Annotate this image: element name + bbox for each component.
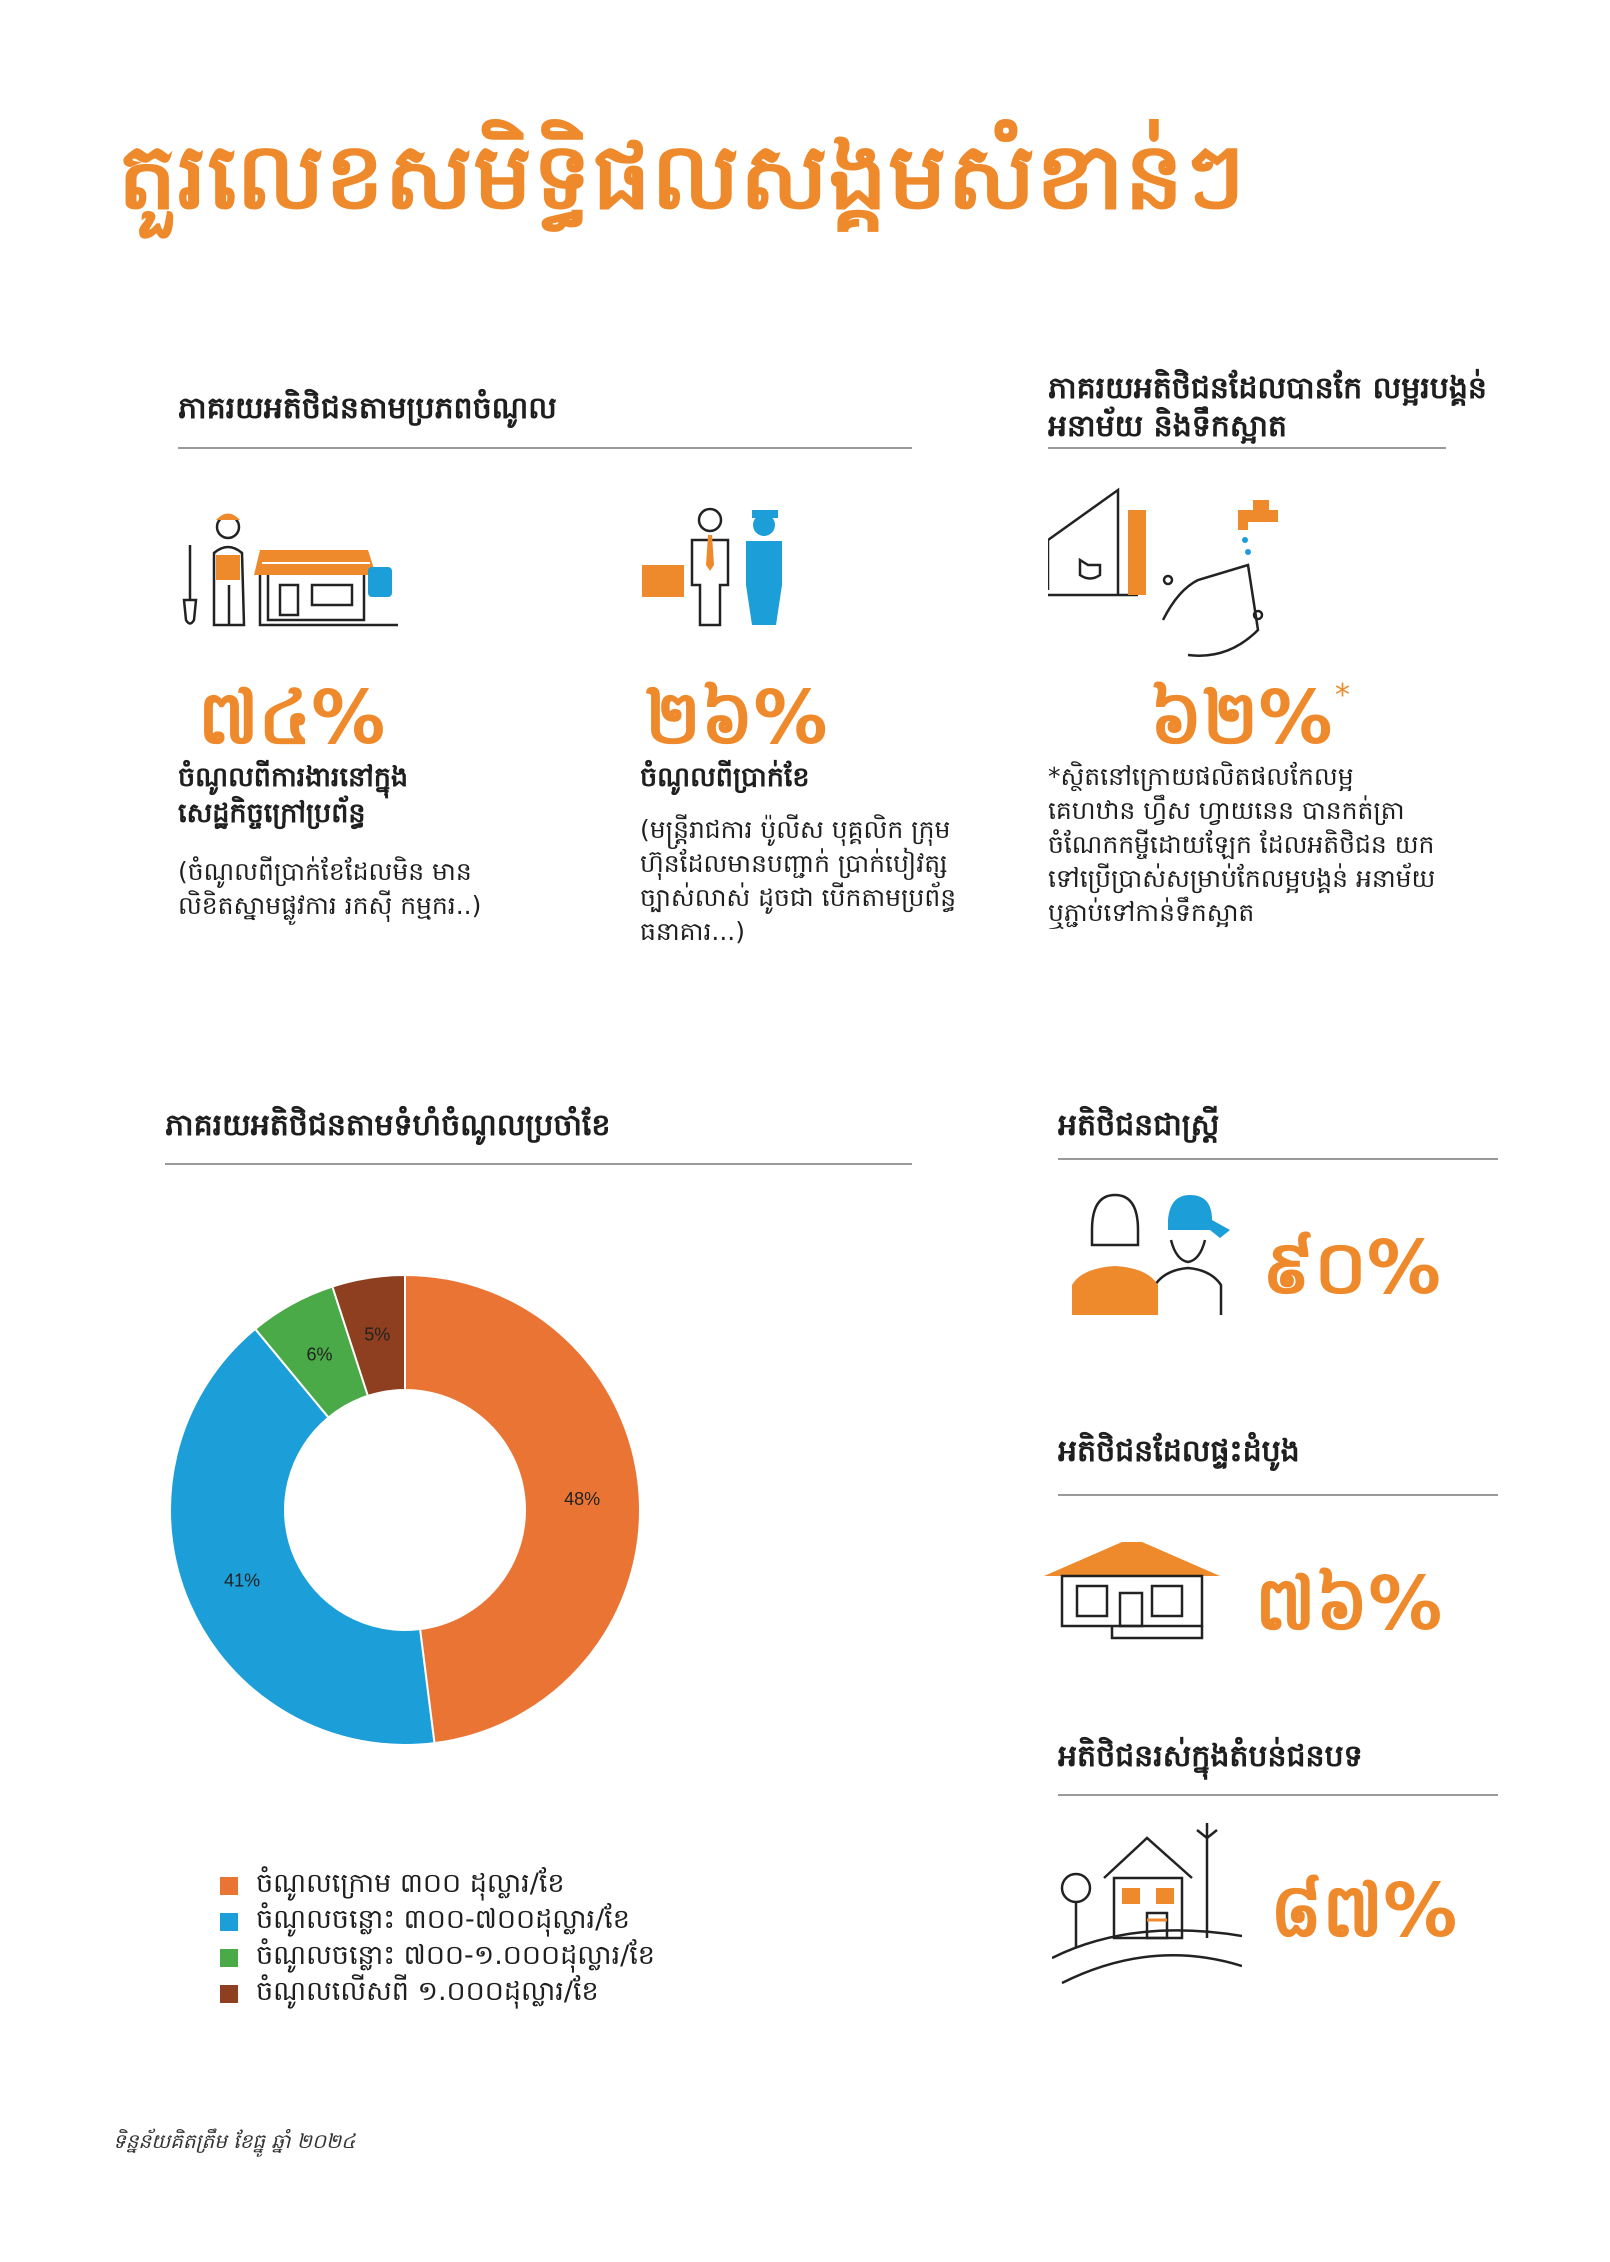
rural-percent: ៨៧% (1270, 1868, 1458, 1954)
informal-income-percent: ៧៤% (198, 675, 386, 761)
donut-data-label: 5% (364, 1324, 391, 1345)
donut-data-label: 6% (306, 1344, 333, 1365)
legend-item (220, 1868, 655, 1904)
legend-item (220, 1940, 655, 1976)
legend-label: ចំណូលក្រោម ៣០០ ដុល្លារ/ខែ (256, 1867, 565, 1899)
women-icon (1070, 1190, 1240, 1315)
house-icon (1042, 1538, 1222, 1648)
chart-legend (220, 1868, 655, 2012)
divider (178, 447, 912, 449)
asterisk-mark: * (1335, 678, 1350, 713)
sanitation-note: *ស្ថិតនៅក្រោយផលិតផលកែលម្អ គេហឋាន ហ្វឹស ហ្វាយនេន បានកត់ត្រា ចំណែកកម្ចីដោយឡែក ដែលអតិថិជន យកទៅប្រើប្រាស់សម្រាប់កែលម្អបង្គន់ អនាម័យ ឬភ្ជាប់ទៅកាន់ទឹកស្អាត (1048, 762, 1436, 927)
income-source-heading: ភាគរយអតិថិជនតាមប្រភពចំណូល (178, 391, 557, 426)
donut-data-label: 41% (224, 1570, 261, 1591)
home-owner-heading: អតិថិជនដែលផ្ទះដំបូង (1058, 1434, 1300, 1469)
informal-income-label: ចំណូលពីការងារនៅក្នុង សេដ្ឋកិច្ចក្រៅប្រព័ន្ធ (178, 762, 409, 829)
salary-income-detail: (មន្ត្រីរាជការ ប៉ូលីស បុគ្គលិក ក្រុមហ៊ុនដែលមានបញ្ជាក់ ប្រាក់បៀវត្សច្បាស់លាស់ ដូចជា បើកតាមប្រព័ន្ធធនាគារ...) (640, 815, 957, 946)
legend-label: ចំណូលចន្លោះ ៣០០-៧០០ដុល្លារ/ខែ (256, 1903, 630, 1935)
sanitation-percent: ៦២% (1150, 675, 1333, 761)
divider (1058, 1494, 1498, 1496)
legend-swatch (220, 1985, 238, 2003)
divider (1048, 447, 1446, 449)
toilet-handwash-icon (1048, 470, 1298, 660)
salary-workers-icon (640, 505, 800, 630)
home-owner-percent: ៧៦% (1255, 1561, 1443, 1647)
rural-house-icon (1052, 1818, 1242, 1990)
worker-shop-icon (178, 505, 398, 630)
women-heading: អតិថិជនជាស្ត្រី (1058, 1108, 1220, 1143)
page-title: តួរលេខសមិទ្ធិផលសង្គមសំខាន់ៗ (118, 123, 1246, 230)
divider (1058, 1794, 1498, 1796)
legend-swatch (220, 1949, 238, 1967)
income-donut-chart (165, 1270, 645, 1750)
divider (165, 1163, 912, 1165)
donut-data-label: 48% (564, 1488, 601, 1509)
legend-label: ចំណូលចន្លោះ ៧០០-១.០០០ដុល្លារ/ខែ (256, 1939, 655, 1971)
salary-income-label: ចំណូលពីប្រាក់ខែ (640, 762, 810, 793)
salary-income-percent: ២៦% (645, 675, 828, 761)
divider (1058, 1158, 1498, 1160)
women-percent: ៩០% (1262, 1225, 1441, 1311)
donut-slice (405, 1275, 640, 1743)
legend-item (220, 1904, 655, 1940)
legend-item (220, 1976, 655, 2012)
legend-swatch (220, 1877, 238, 1895)
rural-heading: អតិថិជនរស់ក្នុងតំបន់ជនបទ (1058, 1739, 1363, 1774)
legend-label: ចំណូលលើសពី ១.០០០ដុល្លារ/ខែ (256, 1975, 599, 2007)
footer-note: ទិន្នន័យគិតត្រឹម ខែធ្នូ ឆ្នាំ ២០២៤ (113, 2129, 356, 2153)
sanitation-heading: ភាគរយអតិថិជនដែលបានកែ លម្អរបង្គន់អនាម័យ និងទឹកស្អាត (1048, 371, 1487, 444)
legend-swatch (220, 1913, 238, 1931)
monthly-income-heading: ភាគរយអតិថិជនតាមទំហំចំណូលប្រចាំខែ (165, 1108, 611, 1143)
informal-income-detail: (ចំណូលពីប្រាក់ខែដែលមិន មានលិខិតស្នាមផ្លូវការ រកស៊ី កម្មករ..) (178, 857, 482, 920)
